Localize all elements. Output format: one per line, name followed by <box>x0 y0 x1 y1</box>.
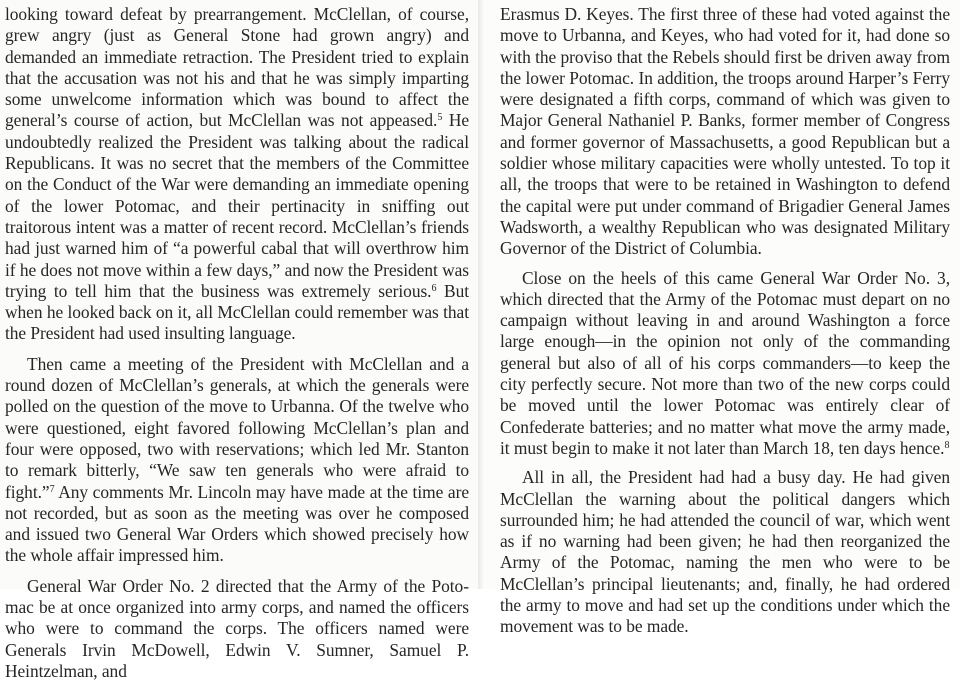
text-segment: General War Order No. 2 directed that the Army of the Potomac be at once organized into army corps, and named the officers who were to command the corps. The officers named were Generals Irvin McDowell, Edwin V. Sumner, Samuel P. Heintzelman, and <box>5 575 469 681</box>
text-segment: Erasmus D. Keyes. The first three of these had voted against the move to Urbanna, and Keyes, who had voted for it, had done so with the proviso that the Rebels should first be driven away from the lower Potomac. In addition, the troops around Harper’s Ferry were designated a fifth corps, command of which was given to Major General Nathaniel P. Banks, former member of Congress and former governor of Massachusetts, a good Republican but a soldier whose military capacities were wholly untested. To top it all, the troops that were to be retained in Washington to defend the capital were put under command of Brigadier General James Wadsworth, a wealthy Republican who was designated Military Governor of the District of Columbia. <box>500 4 950 259</box>
paragraph-p3 <box>5 576 469 682</box>
paragraph-p4 <box>500 4 950 260</box>
left-column <box>0 0 478 681</box>
footnote-marker: 7 <box>49 483 55 495</box>
text-segment: Close on the heels of this came General War Order No. 3, which directed that the Army of the Potomac must depart on no campaign without leaving in and around Washington a force large enough—in the opinion not only of the commanding general but also of all of his corps commanders—to keep the city perfectly secure. Not more than two of the new corps could be moved until the lower Potomac was entirely clear of Confederate batteries; and no matter what move the army made, it must begin to make it not later than March 18, ten days hence. <box>500 267 950 458</box>
paragraph-p2 <box>5 354 469 567</box>
text-segment: Any comments Mr. Lincoln may have made at the time are not recorded, but as soon as the meeting was over he composed and issued two General War Orders which showed precisely how the whole affair impressed him. <box>5 481 469 566</box>
text-segment: All in all, the President had had a busy day. He had given McClellan the warning about the political dangers which surrounded him; he had attended the council of war, which went as if no warning had been given; he had then reorganized the Army of the Potomac, naming the men who were to be McClellan’s principal lieutenants; and, finally, he had ordered the army to move and had set up the conditions under which the movement was to be made. <box>500 467 950 637</box>
text-segment: Then came a meeting of the President with McClellan and a round dozen of McClellan’s generals, at which the generals were polled on the question of the move to Urbanna. Of the twelve who were questioned, eight favored following McClellan’s plan and four were opposed, two with reservations; which led Mr. Stanton to remark bitterly, “We saw ten generals who were afraid to fight.” <box>5 353 469 502</box>
paragraph-p5 <box>500 268 950 460</box>
footnote-marker: 8 <box>944 439 950 451</box>
footnote-marker: 6 <box>431 282 437 294</box>
text-segment: But when he looked back on it, all McClellan could remember was that the President had used insulting language. <box>5 280 470 344</box>
paragraph-p6 <box>500 467 950 637</box>
text-segment: He undoubtedly realized the President was talking about the radical Republicans. It was no secret that the members of the Committee on the Conduct of the War were demanding an immediate opening of the lower Potomac, and their pertinacity in sniffing out traitorous intent was a matter of recent record. McClellan’s friends had just warned him of “a powerful cabal that will overthrow him if he does not move within a few days,” and now the President was trying to tell him that the business was extremely serious. <box>5 110 469 301</box>
right-column <box>483 0 960 637</box>
paragraph-p1 <box>5 4 469 345</box>
footnote-marker: 5 <box>437 112 443 124</box>
text-segment: looking toward defeat by prearrangement. McClellan, of course, grew angry (just as General Stone had grown angry) and demanded an immediate retraction. The President tried to explain that the accusation was not his and that he was simply imparting some unwelcome information which was bound to affect the general’s course of action, but McClellan was not appeased. <box>5 4 469 131</box>
